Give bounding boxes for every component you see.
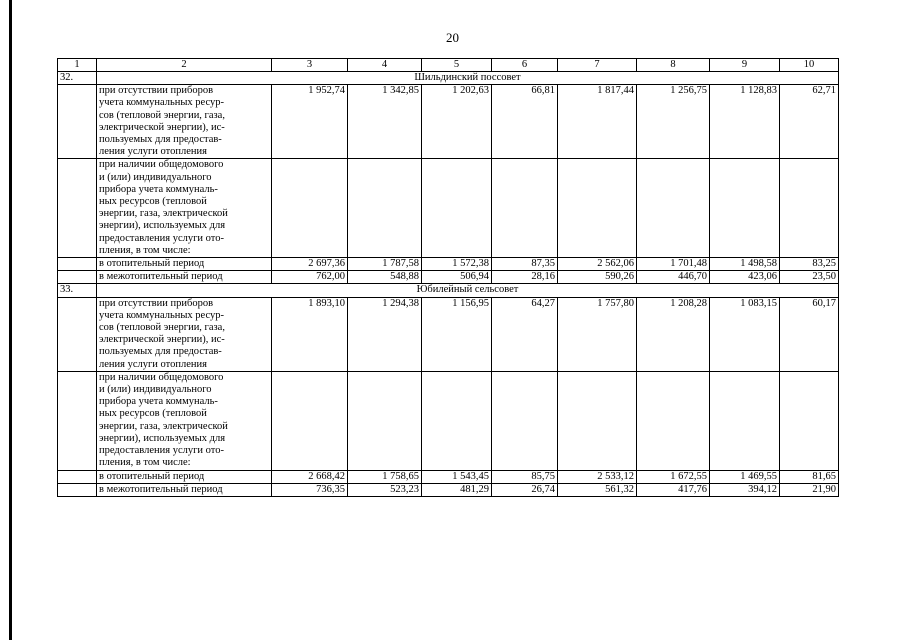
table-row — [58, 371, 839, 470]
value-cell-col-5: 1 156,95 — [422, 297, 492, 371]
value-cell-col-10: 60,17 — [780, 297, 839, 371]
col-header-10: 10 — [780, 59, 839, 72]
value-cell-col-3: 762,00 — [272, 271, 348, 284]
section-title: Шильдинский поссовет — [97, 72, 839, 85]
value-cell-col-4 — [348, 371, 422, 470]
value-cell-col-10: 23,50 — [780, 271, 839, 284]
col-header-6: 6 — [492, 59, 558, 72]
row-label — [97, 371, 272, 470]
col-header-4: 4 — [348, 59, 422, 72]
value-cell-col-3: 1 952,74 — [272, 85, 348, 159]
index-cell — [58, 85, 97, 159]
row-label-line: ления услуги отопления — [99, 358, 207, 370]
value-cell-col-6: 66,81 — [492, 85, 558, 159]
value-cell-col-8: 1 701,48 — [637, 258, 710, 271]
value-cell-col-5: 1 543,45 — [422, 470, 492, 483]
section-title: Юбилейный сельсовет — [97, 284, 839, 297]
table-row — [58, 258, 839, 271]
value-cell-col-9: 1 128,83 — [710, 85, 780, 159]
row-label-line: в отопительный период — [99, 470, 205, 482]
value-cell-col-7: 2 562,06 — [558, 258, 637, 271]
row-label-line: учета коммунальных ресур- — [99, 309, 224, 321]
row-label-line: энергии, газа, электрической — [99, 420, 228, 432]
value-cell-col-8 — [637, 159, 710, 258]
value-cell-col-10: 62,71 — [780, 85, 839, 159]
row-label-line: электрической энергии), ис- — [99, 334, 225, 346]
col-header-5: 5 — [422, 59, 492, 72]
value-cell-col-6: 64,27 — [492, 297, 558, 371]
value-cell-col-4: 1 294,38 — [348, 297, 422, 371]
value-cell-col-8: 1 208,28 — [637, 297, 710, 371]
value-cell-col-5: 1 572,38 — [422, 258, 492, 271]
value-cell-col-6: 85,75 — [492, 470, 558, 483]
col-header-1: 1 — [58, 59, 97, 72]
value-cell-col-3: 736,35 — [272, 483, 348, 496]
index-cell — [58, 297, 97, 371]
row-label-line: ных ресурсов (тепловой — [99, 408, 207, 420]
value-cell-col-10 — [780, 371, 839, 470]
section-header-row — [58, 72, 839, 85]
column-number-row — [58, 59, 839, 72]
col-header-2: 2 — [97, 59, 272, 72]
index-cell — [58, 483, 97, 496]
value-cell-col-4 — [348, 159, 422, 258]
row-label — [97, 159, 272, 258]
value-cell-col-7 — [558, 159, 637, 258]
value-cell-col-5: 506,94 — [422, 271, 492, 284]
page-number: 20 — [446, 30, 459, 45]
index-cell — [58, 371, 97, 470]
value-cell-col-7: 2 533,12 — [558, 470, 637, 483]
row-label-line: предоставления услуги ото- — [99, 232, 224, 244]
value-cell-col-4: 1 758,65 — [348, 470, 422, 483]
section-number: 33. — [58, 284, 97, 297]
table-row — [58, 470, 839, 483]
row-label-line: учета коммунальных ресур- — [99, 97, 224, 109]
row-label-line: энергии, газа, электрической — [99, 208, 228, 220]
row-label-line: и (или) индивидуального — [99, 384, 212, 396]
value-cell-col-7: 590,26 — [558, 271, 637, 284]
row-label-line: энергии), используемых для — [99, 432, 226, 444]
value-cell-col-8: 417,76 — [637, 483, 710, 496]
value-cell-col-9: 1 083,15 — [710, 297, 780, 371]
row-label — [97, 258, 272, 271]
row-label — [97, 483, 272, 496]
value-cell-col-8: 1 256,75 — [637, 85, 710, 159]
row-label-line: ления услуги отопления — [99, 146, 207, 158]
row-label-line: сов (тепловой энергии, газа, — [99, 322, 225, 334]
table-row — [58, 85, 839, 159]
value-cell-col-6 — [492, 159, 558, 258]
value-cell-col-6: 87,35 — [492, 258, 558, 271]
section-header-row — [58, 284, 839, 297]
table-row — [58, 297, 839, 371]
row-label-line: при наличии общедомового — [99, 159, 224, 171]
value-cell-col-5: 1 202,63 — [422, 85, 492, 159]
col-header-7: 7 — [558, 59, 637, 72]
value-cell-col-5 — [422, 159, 492, 258]
row-label — [97, 470, 272, 483]
value-cell-col-6: 26,74 — [492, 483, 558, 496]
value-cell-col-9 — [710, 371, 780, 470]
row-label-line: электрической энергии), ис- — [99, 121, 225, 133]
row-label-line: при отсутствии приборов — [99, 297, 214, 309]
value-cell-col-9: 1 498,58 — [710, 258, 780, 271]
col-header-9: 9 — [710, 59, 780, 72]
table-row — [58, 271, 839, 284]
row-label-line: сов (тепловой энергии, газа, — [99, 109, 225, 121]
value-cell-col-10 — [780, 159, 839, 258]
row-label — [97, 85, 272, 159]
value-cell-col-5 — [422, 371, 492, 470]
index-cell — [58, 159, 97, 258]
table-body — [58, 72, 839, 497]
value-cell-col-8: 1 672,55 — [637, 470, 710, 483]
value-cell-col-9: 1 469,55 — [710, 470, 780, 483]
section-number: 32. — [58, 72, 97, 85]
row-label-line: и (или) индивидуального — [99, 171, 212, 183]
value-cell-col-4: 523,23 — [348, 483, 422, 496]
value-cell-col-3: 1 893,10 — [272, 297, 348, 371]
value-cell-col-8 — [637, 371, 710, 470]
value-cell-col-8: 446,70 — [637, 271, 710, 284]
value-cell-col-9: 394,12 — [710, 483, 780, 496]
value-cell-col-7 — [558, 371, 637, 470]
value-cell-col-9: 423,06 — [710, 271, 780, 284]
index-cell — [58, 271, 97, 284]
value-cell-col-3: 2 697,36 — [272, 258, 348, 271]
value-cell-col-10: 83,25 — [780, 258, 839, 271]
row-label-line: прибора учета коммуналь- — [99, 396, 218, 408]
row-label-line: энергии), используемых для — [99, 220, 226, 232]
value-cell-col-3 — [272, 371, 348, 470]
table-row — [58, 159, 839, 258]
row-label-line: при отсутствии приборов — [99, 85, 214, 97]
value-cell-col-9 — [710, 159, 780, 258]
value-cell-col-4: 548,88 — [348, 271, 422, 284]
row-label-line: пления, в том числе: — [99, 244, 191, 256]
value-cell-col-3: 2 668,42 — [272, 470, 348, 483]
row-label-line: предоставления услуги ото- — [99, 445, 224, 457]
col-header-3: 3 — [272, 59, 348, 72]
value-cell-col-7: 1 817,44 — [558, 85, 637, 159]
row-label-line: ных ресурсов (тепловой — [99, 196, 207, 208]
row-label-line: в межотопительный период — [99, 271, 223, 283]
col-header-8: 8 — [637, 59, 710, 72]
row-label — [97, 271, 272, 284]
row-label-line: пользуемых для предостав- — [99, 346, 222, 358]
value-cell-col-4: 1 342,85 — [348, 85, 422, 159]
value-cell-col-4: 1 787,58 — [348, 258, 422, 271]
row-label-line: в отопительный период — [99, 258, 205, 270]
value-cell-col-3 — [272, 159, 348, 258]
binding-edge-line — [9, 0, 12, 640]
row-label — [97, 297, 272, 371]
row-label-line: пользуемых для предостав- — [99, 134, 222, 146]
tariff-table — [57, 58, 839, 497]
value-cell-col-10: 21,90 — [780, 483, 839, 496]
row-label-line: пления, в том числе: — [99, 457, 191, 469]
value-cell-col-5: 481,29 — [422, 483, 492, 496]
value-cell-col-7: 1 757,80 — [558, 297, 637, 371]
table-row — [58, 483, 839, 496]
index-cell — [58, 258, 97, 271]
value-cell-col-6: 28,16 — [492, 271, 558, 284]
value-cell-col-10: 81,65 — [780, 470, 839, 483]
value-cell-col-6 — [492, 371, 558, 470]
row-label-line: в межотопительный период — [99, 483, 223, 495]
value-cell-col-7: 561,32 — [558, 483, 637, 496]
row-label-line: прибора учета коммуналь- — [99, 183, 218, 195]
index-cell — [58, 470, 97, 483]
row-label-line: при наличии общедомового — [99, 371, 224, 383]
